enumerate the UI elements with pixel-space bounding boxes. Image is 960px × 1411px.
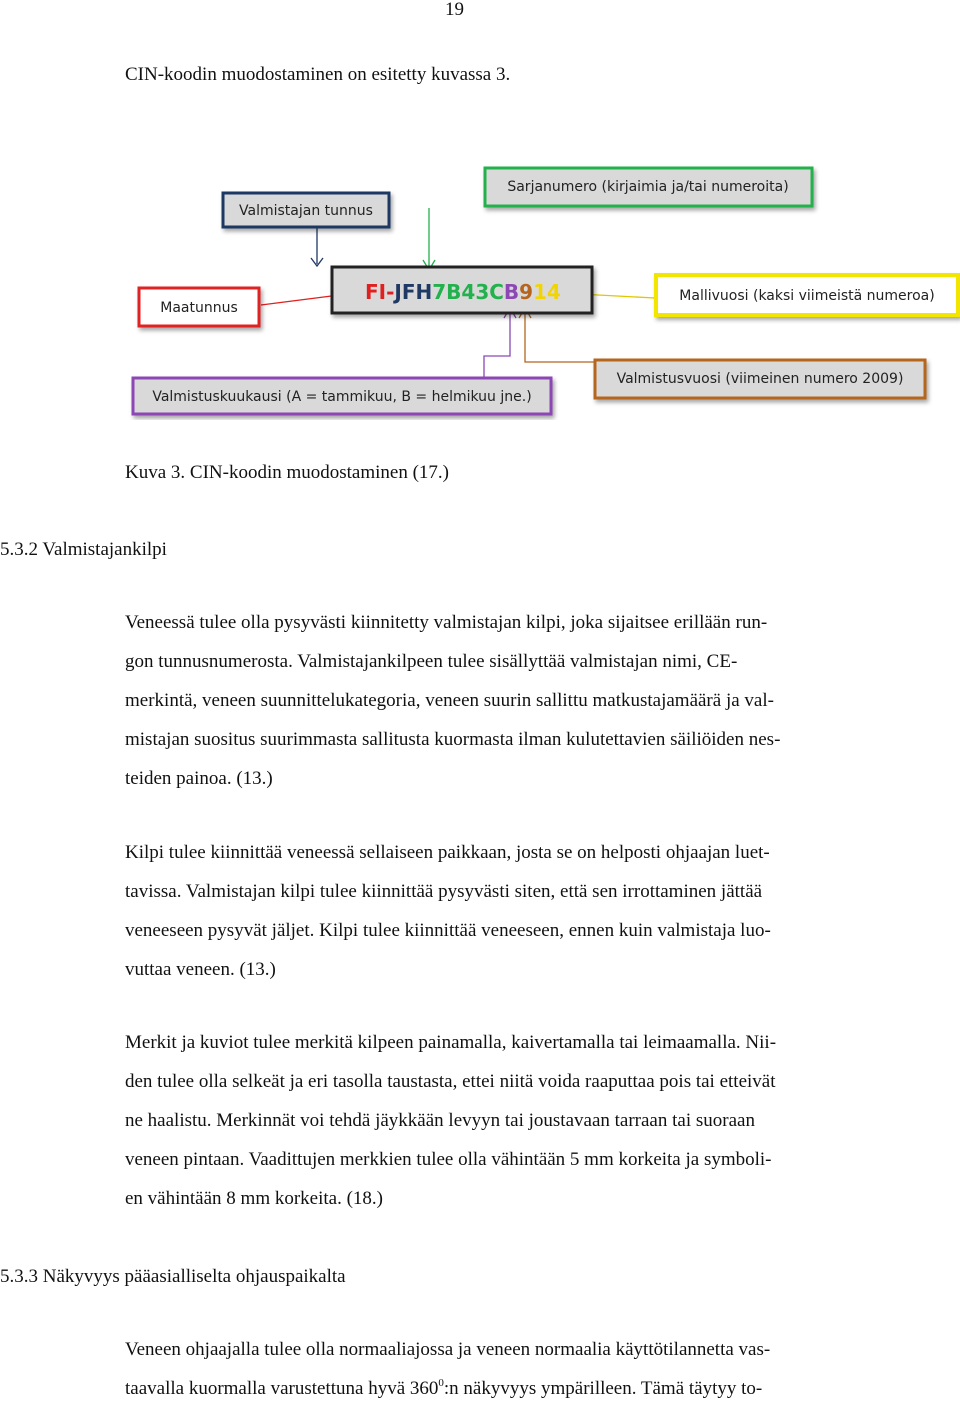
model-year-label: Mallivuosi (kaksi viimeistä numeroa) bbox=[679, 288, 935, 304]
section-heading-532: 5.3.2 Valmistajankilpi bbox=[0, 539, 167, 560]
page-number: 19 bbox=[445, 0, 464, 20]
serial-box bbox=[485, 168, 812, 206]
paragraph-line: Merkit ja kuviot tulee merkitä kilpeen painamalla, kaivertamalla tai leimaamalla. Nii- bbox=[125, 1032, 777, 1053]
section-heading-533: 5.3.3 Näkyvyys pääasialliselta ohjauspaikalta bbox=[0, 1266, 346, 1287]
cin-country: FI- bbox=[365, 280, 395, 304]
paragraph-line: en vähintään 8 mm korkeita. (18.) bbox=[125, 1188, 384, 1209]
cin-code-text bbox=[365, 280, 561, 304]
month-connector bbox=[484, 308, 516, 380]
country-box bbox=[139, 288, 259, 326]
paragraph-line: den tulee olla selkeät ja eri tasolla taustasta, ettei niitä voida raaputtaa pois tai etteivät bbox=[125, 1071, 776, 1092]
paragraph-line: vuttaa veneen. (13.) bbox=[125, 959, 276, 980]
paragraph-line: veneeseen pysyvät jäljet. Kilpi tulee kiinnittää veneeseen, ennen kuin valmistaja luo- bbox=[125, 920, 771, 941]
paragraph-line: Kilpi tulee kiinnittää veneessä sellaiseen paikkaan, josta se on helposti ohjaajan luet- bbox=[125, 842, 770, 863]
cin-figure bbox=[125, 160, 960, 420]
cin-serial: 7B43C bbox=[432, 280, 504, 304]
paragraph-line: teiden painoa. (13.) bbox=[125, 768, 273, 789]
serial-label: Sarjanumero (kirjaimia ja/tai numeroita) bbox=[507, 179, 789, 195]
cin-month: B bbox=[503, 280, 520, 304]
cin-model-year: 14 bbox=[533, 280, 561, 304]
cin-manufacturer: JFH bbox=[394, 280, 433, 304]
manufacturer-label: Valmistajan tunnus bbox=[239, 203, 373, 219]
manufacturer-box bbox=[223, 193, 389, 227]
paragraph-line: Veneen ohjaajalla tulee olla normaaliajossa ja veneen normaalia käyttötilannetta vas- bbox=[125, 1339, 771, 1360]
paragraph-line: veneen pintaan. Vaadittujen merkkien tulee olla vähintään 5 mm korkeita ja symboli- bbox=[125, 1149, 772, 1170]
model-year-box bbox=[656, 275, 958, 315]
paragraph-line: gon tunnusnumerosta. Valmistajankilpeen tulee sisällyttää valmistajan nimi, CE- bbox=[125, 651, 738, 672]
cin-code-box bbox=[332, 267, 592, 313]
production-year-box bbox=[595, 360, 925, 398]
intro-text: CIN-koodin muodostaminen on esitetty kuvassa 3. bbox=[125, 64, 511, 85]
production-year-label: Valmistusvuosi (viimeinen numero 2009) bbox=[616, 371, 904, 387]
manufacturer-connector bbox=[311, 227, 323, 266]
paragraph-line: mistajan suositus suurimmasta sallitusta kuormasta ilman kulutettavien säiliöiden nes- bbox=[125, 729, 781, 750]
cin-year: 9 bbox=[519, 280, 534, 304]
paragraph-line: ne haalistu. Merkinnät voi tehdä jäykkään levyyn tai joustavaan tarraan tai suoraan bbox=[125, 1110, 755, 1131]
production-month-label: Valmistuskuukausi (A = tammikuu, B = helmikuu jne.) bbox=[152, 389, 532, 405]
year-connector bbox=[519, 308, 595, 362]
country-label: Maatunnus bbox=[160, 300, 238, 316]
paragraph-line: Veneessä tulee olla pysyvästi kiinnitetty valmistajan kilpi, joka sijaitsee erillään run- bbox=[125, 612, 768, 633]
production-month-box bbox=[133, 378, 551, 414]
line-text: taavalla kuormalla varustettuna hyvä 360 bbox=[125, 1378, 439, 1399]
paragraph-line: tavissa. Valmistajan kilpi tulee kiinnittää pysyvästi siten, että sen irrottaminen jättää bbox=[125, 881, 763, 902]
figure-caption: Kuva 3. CIN-koodin muodostaminen (17.) bbox=[125, 462, 450, 483]
paragraph-line: merkintä, veneen suunnittelukategoria, veneen suurin sallittu matkustajamäärä ja val- bbox=[125, 690, 774, 711]
paragraph-line bbox=[125, 1369, 762, 1411]
serial-connector bbox=[423, 208, 435, 270]
degree-superscript: 0 bbox=[438, 1377, 444, 1389]
line-text: :n näkyvyys ympärilleen. Tämä täytyy to- bbox=[443, 1378, 763, 1399]
